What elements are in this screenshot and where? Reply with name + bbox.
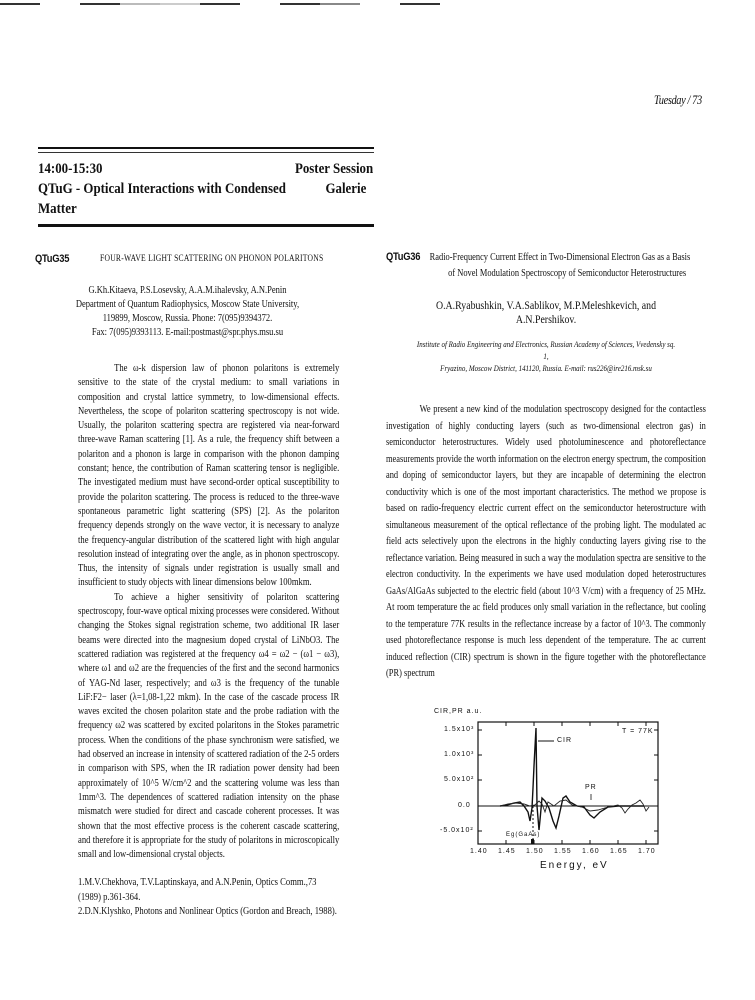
title-line: Radio-Frequency Current Effect in Two-Dimensional Electron Gas as a Basis (429, 252, 691, 263)
top-rule (38, 147, 374, 149)
y-axis-label: CIR,PR a.u. (434, 708, 483, 715)
paper-title: FOUR-WAVE LIGHT SCATTERING ON PHONON POLARITONS (100, 254, 324, 264)
scan-edge-marks (0, 0, 755, 6)
paper-qtug35 (35, 252, 340, 919)
affiliation-line: Institute of Radio Engineering and Electronics, Russian Academy of Sciences, Vvedensky sq. 1, (416, 339, 676, 362)
running-head: Tuesday / 73 (654, 92, 702, 107)
authors: O.A.Ryabushkin, V.A.Sablikov, M.P.Meleshkevich, and A.N.Pershikov. (435, 298, 656, 327)
x-tick: 1.50 (526, 848, 544, 855)
top-rule-thin (38, 152, 374, 153)
y-tick: -5.0x10² (440, 827, 474, 834)
session-location: Galerie (325, 181, 367, 197)
paragraph: The ω-k dispersion law of phonon polaritons is extremely sensitive to the state of the crystal medium: to small variations in composition and crystal lattice symmetry, to low-dimensional effects. Nevertheless, the scope of polariton scattering spectroscopy is not wide. Usually, the polariton scattering spectra are registered via near-forward three-wave Raman scattering [1]. As a rule, the frequency shift between a polariton and a phonon is large in comparison with the phonon damping constant; hence, the contribution of Raman scattering tensor is negligible. The investigated medium must have second-order optical susceptibility to provide the polariton scattering. The process is reduced to the three-wave spontaneous parametric light scattering (SPS) [2]. As the polariton frequency depends strongly on the wave vector, it is necessary to analyze the frequency-angular distribution of the scattered light with high angular resolution instead of integrating over the angle, as in phonon spectroscopy. Thus, the intensity of signals under registration is usually small and insufficient to study objects with linear dimensions below 100mkm. (78, 363, 340, 589)
references (35, 876, 339, 919)
cir-pr-spectrum-figure (432, 708, 682, 878)
affiliation-line: Fryazino, Moscow District, 141120, Russia. E-mail: rus226@ire216.msk.su (440, 363, 652, 374)
affiliation-line: Department of Quantum Radiophysics, Moscow State University, (75, 299, 300, 310)
abstract-body (386, 402, 706, 683)
affiliation-line: Fax: 7(095)9393113. E-mail:postmast@spr.phys.msu.su (91, 327, 284, 338)
paper-id: QTuG35 (35, 253, 70, 265)
x-tick: 1.55 (554, 848, 572, 855)
y-tick: 0.0 (458, 802, 471, 809)
y-tick: 5.0x10² (444, 776, 475, 783)
x-tick: 1.65 (610, 848, 628, 855)
paragraph: We present a new kind of the modulation spectroscopy designed for the contactless investigation of highly conducting layers (such as two-dimensional electron gas) in semiconductor heterostructures. Widely used photoluminescence and photoreflectance measurements provide the worth information on the electron energy spectrum, the composition and doping of semiconductor layers, but they are incapable of determining the electron conductivity which is one of the most important characteristics. The method we propose is based on radio-frequency electric current effect on the semiconductor heterostructure with simultaneous measurement of the optical reflectance of the probing light. The modulated ac field acts selectively upon the electrons in the highly conducting layers giving rise to the reflectance variation. Being measured in such a way the modulation spectra are sensitive to the electron conductivity. In the experiments we have used modulation doped heterostructures GaAs/AlGaAs subjected to the electric field (about 10^3 V/cm) with a frequency of 25 MHz. At room temperature the ac field produces only small variation in the reflectance, but cooling to the temperature 77K results in the reflectance increase by a factor of 10^3. The commonly used photoreflectance response is much less dependent of the temperature. The ac current induced reflection (CIR) spectrum is shown in the figure together with the photoreflectance (PR) spectrum (386, 404, 706, 680)
session-time: 14:00-15:30 (38, 161, 103, 177)
paper-title (386, 250, 706, 282)
title-line: of Novel Modulation Spectroscopy of Semiconductor Heterostructures (448, 268, 687, 279)
x-tick: 1.70 (638, 848, 656, 855)
y-tick: 1.0x10³ (444, 751, 475, 758)
pr-label: PR (585, 784, 597, 791)
cir-label: CIR (557, 737, 573, 744)
x-axis-label: Energy, eV (540, 860, 609, 871)
abstract-body (35, 362, 339, 862)
session-header (38, 147, 374, 227)
x-tick: 1.45 (498, 848, 516, 855)
session-title: QTuG - Optical Interactions with Condensed Matter (38, 181, 286, 217)
paper-id: QTuG36 (386, 251, 421, 263)
bottom-rule (38, 224, 374, 227)
paragraph: To achieve a higher sensitivity of polariton scattering spectroscopy, four-wave optical mixing processes were considered. Without changing the Stokes signal registration scheme, two additional IR laser beams were directed into the magnesium doped crystal of LiNbO3. The scattered radiation was registered at the frequency ω4 = ω2 − (ω1 − ω3), where ω1 and ω2 are the frequencies of the first and the second harmonics of YAG-Nd laser, respectively; and ω3 is the frequency of the tunable LiF:F2− laser (λ=1,08-1,22 mkm). In the case of the cascade process IR waves excited the chosen polariton state and the probe radiation with the frequency ω2 was scattered by excited polaritons in the Stokes parametric process. When the conditions of the phase synchronism were satisfied, we had observed an increase in intensity of scattered radiation of the 2-5 orders in comparison with SPS, when the IR radiation power density had been approximately of 10^5 W/cm^2 and the scattering volume was less than 1mm^3. The dependences of scattered radiation intensity on the phase mismatch were studied for direct and cascade coherent processes. It was shown that the most effective process is the coherent cascade scattering, and therefore it is appropriate for the study of polaritons in microscopically small and low-dimensional crystal objects. (78, 591, 340, 861)
x-tick: 1.40 (470, 848, 488, 855)
paper-authors-affiliation (58, 284, 317, 340)
authors: G.Kh.Kitaeva, P.S.Losevsky, A.A.M.ihalevsky, A.N.Penin (88, 285, 287, 296)
affiliation (415, 338, 677, 374)
affiliation-line: 119899, Moscow, Russia. Phone: 7(095)9394372. (102, 313, 273, 324)
x-tick: 1.60 (582, 848, 600, 855)
reference-item: 1.M.V.Chekhova, T.V.Laptinskaya, and A.N.Penin, Optics Comm.,73 (1989) p.361-364. (78, 877, 317, 903)
eg-label: Eg(GaAs) (506, 832, 541, 838)
session-type: Poster Session (294, 161, 374, 177)
y-tick: 1.5x10³ (444, 726, 475, 733)
paper-qtug36 (386, 250, 706, 683)
temperature-label: T = 77K (622, 728, 654, 735)
reference-item: 2.D.N.Klyshko, Photons and Nonlinear Optics (Gordon and Breach, 1988). (78, 905, 337, 917)
